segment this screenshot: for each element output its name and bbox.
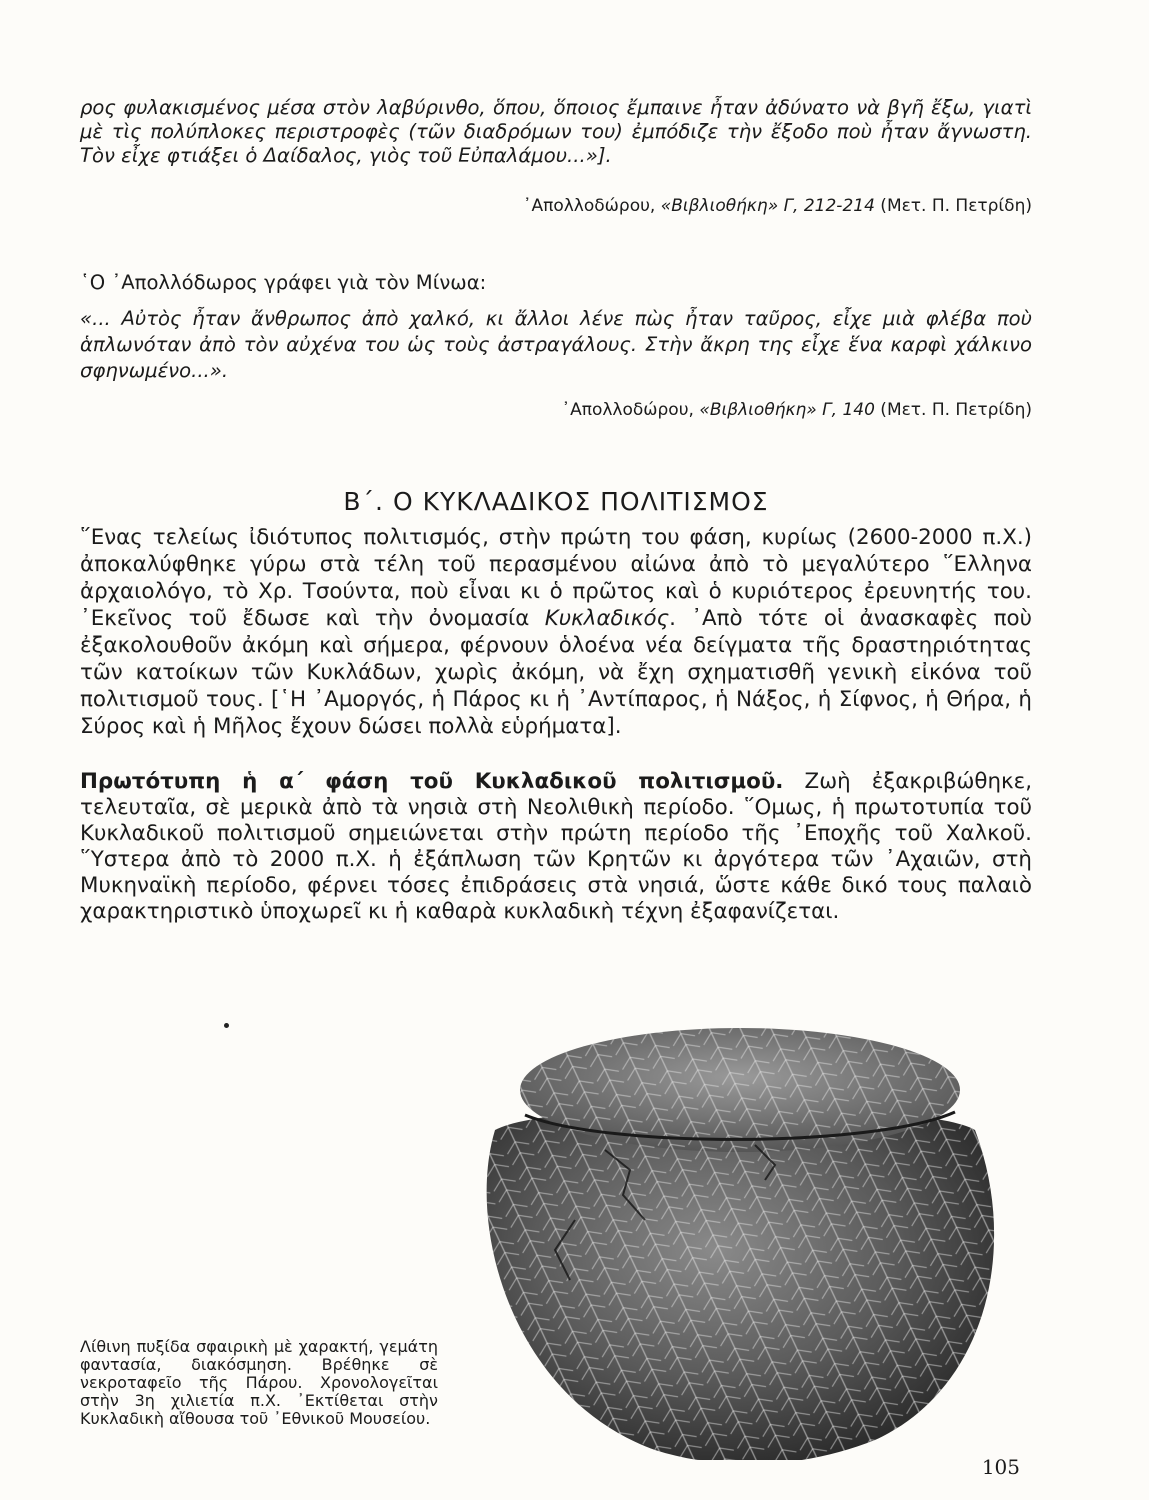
body-paragraph-1 bbox=[80, 524, 1032, 740]
source-author: ᾿Απολλοδώρου, bbox=[522, 196, 661, 216]
stone-pyxis-photo bbox=[455, 980, 1015, 1460]
page-number: 105 bbox=[981, 1455, 1020, 1479]
pyxis-lid bbox=[520, 1028, 960, 1152]
figure-caption: Λίθινη πυξίδα σφαιρικὴ μὲ χαρακτή, γεμάτη φαντασία, διακόσμηση. Βρέθηκε σὲ νεκροταφεῖο τῆς Πάρου. Χρονολογεῖται στὴν 3η χιλιετία π.Χ. ᾿Εκτίθεται στὴν Κυκλαδικὴ αἴθουσα τοῦ ᾿Εθνικοῦ Μουσείου. bbox=[80, 1337, 438, 1428]
quote-intro-2: ῾Ο ᾿Απολλόδωρος γράφει γιὰ τὸν Μίνωα: bbox=[80, 271, 487, 294]
paragraph-text: Ζωὴ ἐξακριβώθηκε, τελευταῖα, σὲ μερικὰ ἀπὸ τὰ νησιὰ στὴ Νεολιθικὴ περίοδο. ῞Ομως, ἡ πρωτοτυπία τοῦ Κυκλαδικοῦ πολιτισμοῦ σημειώνεται στὴν πρώτη περίοδο τῆς ᾿Εποχῆς τοῦ Χαλκοῦ. ῞Υστερα ἀπὸ τὸ 2000 π.Χ. ἡ ἐξάπλωση τῶν Κρητῶν κι ἀργότερα τῶν ᾿Αχαιῶν, στὴ Μυκηναϊκὴ περίοδο, φέρνει τόσες ἐπιδράσεις στὰ νησιά, ὥστε κάθε δικό τους παλαιὸ χαρακτηριστικὸ ὑποχωρεῖ κι ἡ καθαρὰ κυκλαδικὴ τέχνη ἐξαφανίζεται. bbox=[80, 769, 1032, 924]
body-paragraph-2 bbox=[80, 769, 1032, 925]
source-work: «Βιβλιοθήκη» Γ, 140 bbox=[699, 400, 875, 420]
paragraph-text: ῞Ενας τελείως ἰδιότυπος πολιτισμός, στὴν πρώτη του φάση, κυρίως (2600-2000 π.Χ.) ἀποκαλύφθηκε γύρω στὰ τέλη τοῦ περασμένου αἰώνα ἀπὸ τὸ μεγαλύτερο ῞Ελληνα ἀρχαιολόγο, τὸ Χρ. Τσούντα, ποὺ εἶναι κι ὁ πρῶτος καὶ ὁ κυριότερος ἐρευνητής του. ᾿Εκεῖνος τοῦ ἔδωσε καὶ τὴν ὀνομασία bbox=[80, 525, 1032, 631]
speck bbox=[224, 1023, 229, 1028]
quote-text-1: ρος φυλακισμένος μέσα στὸν λαβύρινθο, ὅπου, ὅποιος ἔμπαινε ἦταν ἀδύνατο νὰ βγῆ ἔξω, γιατὶ μὲ τὶς πολύπλοκες περιστροφὲς (τῶν διαδρόμων του) ἐμπόδιζε τὴν ἔξοδο ποὺ ἦταν ἄγνωστη. Τὸν εἶχε φτιάξει ὁ Δαίδαλος, γιὸς τοῦ Εὐπαλάμου...»]. bbox=[80, 96, 1032, 167]
source-translator: (Μετ. Π. Πετρίδη) bbox=[874, 196, 1032, 216]
section-heading: Β΄. Ο ΚΥΚΛΑΔΙΚΟΣ ΠΟΛΙΤΙΣΜΟΣ bbox=[343, 487, 769, 516]
paragraph-text: . ᾿Απὸ τότε οἱ ἀνασκαφὲς ποὺ ἐξακολουθοῦν ἀκόμη καὶ σήμερα, φέρνουν ὁλοένα νέα δείγματα τῆς δραστηριότητας τῶν κατοίκων τῶν Κυκλάδων, χωρὶς ἀκόμη, νὰ ἔχη σχηματισθῆ γενικὴ εἰκόνα τοῦ πολιτισμοῦ τους. [῾Η ᾿Αμοργός, ἡ Πάρος κι ἡ ᾿Αντίπαρος, ἡ Νάξος, ἡ Σίφνος, ἡ Θήρα, ἡ Σύρος καὶ ἡ Μῆλος ἔχουν δώσει πολλὰ εὑρήματα]. bbox=[80, 606, 1032, 739]
source-translator: (Μετ. Π. Πετρίδη) bbox=[874, 400, 1032, 420]
pyxis-body bbox=[487, 1107, 994, 1460]
source-work: «Βιβλιοθήκη» Γ, 212-214 bbox=[660, 196, 875, 216]
quote-source-2 bbox=[80, 400, 1032, 420]
quote-source-1 bbox=[80, 196, 1032, 216]
emphasis-term: Κυκλαδικός bbox=[544, 606, 670, 631]
paragraph-lead: Πρωτότυπη ἡ α΄ φάση τοῦ Κυκλαδικοῦ πολιτισμοῦ. bbox=[80, 769, 784, 794]
quote-text-2: «... Αὐτὸς ἦταν ἄνθρωπος ἀπὸ χαλκό, κι ἄλλοι λένε πὼς ἦταν ταῦρος, εἶχε μιὰ φλέβα ποὺ ἁπλωνόταν ἀπὸ τὸν αὐχένα του ὡς τοὺς ἀστραγάλους. Στὴν ἄκρη της εἶχε ἕνα καρφὶ χάλκινο σφηνωμένο...». bbox=[80, 307, 1032, 382]
source-author: ᾿Απολλοδώρου, bbox=[561, 400, 700, 420]
